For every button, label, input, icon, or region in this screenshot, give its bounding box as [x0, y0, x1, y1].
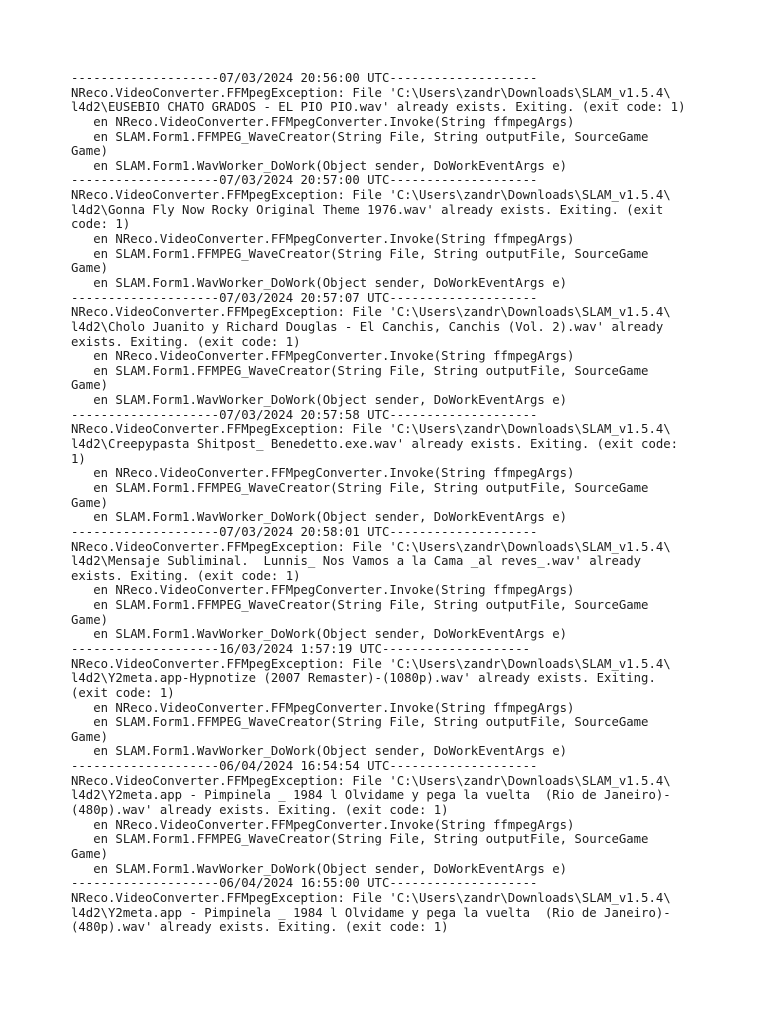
log-line: Game)	[71, 612, 109, 627]
log-line: en SLAM.Form1.FFMPEG_WaveCreator(String File, String outputFile, SourceGame	[71, 598, 649, 613]
log-line: exists. Exiting. (exit code: 1)	[71, 568, 301, 583]
log-line: l4d2\Mensaje Subliminal. Lunnis_ Nos Vamos a la Cama _al reves_.wav' already	[71, 554, 642, 569]
log-line: en NReco.VideoConverter.FFMpegConverter.Invoke(String ffmpegArgs)	[71, 700, 575, 715]
log-line: Game)	[71, 378, 109, 393]
log-line: --------------------07/03/2024 20:56:00 UTC--------------------	[71, 71, 538, 85]
log-line: --------------------07/03/2024 20:57:58 UTC--------------------	[71, 407, 538, 422]
log-line: Game)	[71, 495, 109, 510]
log-line: en SLAM.Form1.WavWorker_DoWork(Object sender, DoWorkEventArgs e)	[71, 393, 568, 408]
log-line: --------------------07/03/2024 20:58:01 UTC--------------------	[71, 524, 538, 539]
log-line: NReco.VideoConverter.FFMpegException: File 'C:\Users\zandr\Downloads\SLAM_v1.5.4\	[71, 539, 671, 554]
log-line: (exit code: 1)	[71, 685, 175, 700]
log-line: en NReco.VideoConverter.FFMpegConverter.Invoke(String ffmpegArgs)	[71, 817, 575, 832]
log-line: l4d2\Gonna Fly Now Rocky Original Theme 1976.wav' already exists. Exiting. (exit	[71, 202, 664, 217]
error-log-text	[71, 71, 751, 935]
log-line: en SLAM.Form1.WavWorker_DoWork(Object sender, DoWorkEventArgs e)	[71, 510, 568, 525]
log-line: NReco.VideoConverter.FFMpegException: File 'C:\Users\zandr\Downloads\SLAM_v1.5.4\	[71, 890, 671, 905]
log-line: en SLAM.Form1.FFMPEG_WaveCreator(String File, String outputFile, SourceGame	[71, 832, 649, 847]
log-line: en SLAM.Form1.WavWorker_DoWork(Object sender, DoWorkEventArgs e)	[71, 627, 568, 642]
log-line: en SLAM.Form1.FFMPEG_WaveCreator(String File, String outputFile, SourceGame	[71, 715, 649, 730]
log-line: l4d2\Cholo Juanito y Richard Douglas - El Canchis, Canchis (Vol. 2).wav' already	[71, 319, 664, 334]
log-line: Game)	[71, 261, 109, 276]
log-line: en SLAM.Form1.WavWorker_DoWork(Object sender, DoWorkEventArgs e)	[71, 158, 568, 173]
log-line: NReco.VideoConverter.FFMpegException: File 'C:\Users\zandr\Downloads\SLAM_v1.5.4\	[71, 422, 671, 437]
log-line: Game)	[71, 144, 109, 159]
log-line: en NReco.VideoConverter.FFMpegConverter.Invoke(String ffmpegArgs)	[71, 466, 575, 481]
log-line: NReco.VideoConverter.FFMpegException: File 'C:\Users\zandr\Downloads\SLAM_v1.5.4\	[71, 656, 671, 671]
log-line: l4d2\EUSEBIO CHATO GRADOS - EL PIO PIO.wav' already exists. Exiting. (exit code: 1)	[71, 100, 686, 115]
log-line: en SLAM.Form1.WavWorker_DoWork(Object sender, DoWorkEventArgs e)	[71, 275, 568, 290]
log-line: (480p).wav' already exists. Exiting. (exit code: 1)	[71, 803, 449, 818]
log-line: en SLAM.Form1.FFMPEG_WaveCreator(String File, String outputFile, SourceGame	[71, 480, 649, 495]
log-line: NReco.VideoConverter.FFMpegException: File 'C:\Users\zandr\Downloads\SLAM_v1.5.4\	[71, 188, 671, 203]
log-line: --------------------16/03/2024 1:57:19 UTC--------------------	[71, 641, 531, 656]
log-line: --------------------06/04/2024 16:54:54 UTC--------------------	[71, 759, 538, 774]
log-line: l4d2\Y2meta.app-Hypnotize (2007 Remaster)-(1080p).wav' already exists. Exiting.	[71, 671, 656, 686]
log-line: en SLAM.Form1.FFMPEG_WaveCreator(String File, String outputFile, SourceGame	[71, 246, 649, 261]
log-line: en SLAM.Form1.WavWorker_DoWork(Object sender, DoWorkEventArgs e)	[71, 861, 568, 876]
log-line: 1)	[71, 451, 86, 466]
log-line: --------------------07/03/2024 20:57:07 UTC--------------------	[71, 290, 538, 305]
log-line: NReco.VideoConverter.FFMpegException: File 'C:\Users\zandr\Downloads\SLAM_v1.5.4\	[71, 773, 671, 788]
log-line: exists. Exiting. (exit code: 1)	[71, 334, 301, 349]
log-line: code: 1)	[71, 217, 131, 232]
log-line: Game)	[71, 729, 109, 744]
log-line: en NReco.VideoConverter.FFMpegConverter.Invoke(String ffmpegArgs)	[71, 232, 575, 247]
log-line: --------------------06/04/2024 16:55:00 UTC--------------------	[71, 876, 538, 891]
log-line: en SLAM.Form1.FFMPEG_WaveCreator(String File, String outputFile, SourceGame	[71, 129, 649, 144]
log-line: NReco.VideoConverter.FFMpegException: File 'C:\Users\zandr\Downloads\SLAM_v1.5.4\	[71, 85, 671, 100]
log-line: en SLAM.Form1.WavWorker_DoWork(Object sender, DoWorkEventArgs e)	[71, 744, 568, 759]
log-line: Game)	[71, 846, 109, 861]
log-line: l4d2\Y2meta.app - Pimpinela _ 1984 l Olvidame y pega la vuelta (Rio de Janeiro)-	[71, 788, 671, 803]
log-line: --------------------07/03/2024 20:57:00 UTC--------------------	[71, 173, 538, 188]
log-line: (480p).wav' already exists. Exiting. (exit code: 1)	[71, 920, 449, 935]
log-line: en NReco.VideoConverter.FFMpegConverter.Invoke(String ffmpegArgs)	[71, 114, 575, 129]
log-line: en NReco.VideoConverter.FFMpegConverter.Invoke(String ffmpegArgs)	[71, 583, 575, 598]
log-line: l4d2\Y2meta.app - Pimpinela _ 1984 l Olvidame y pega la vuelta (Rio de Janeiro)-	[71, 905, 671, 920]
log-line: NReco.VideoConverter.FFMpegException: File 'C:\Users\zandr\Downloads\SLAM_v1.5.4\	[71, 305, 671, 320]
log-line: en NReco.VideoConverter.FFMpegConverter.Invoke(String ffmpegArgs)	[71, 349, 575, 364]
log-line: l4d2\Creepypasta Shitpost_ Benedetto.exe.wav' already exists. Exiting. (exit code:	[71, 437, 679, 452]
log-line: en SLAM.Form1.FFMPEG_WaveCreator(String File, String outputFile, SourceGame	[71, 363, 649, 378]
